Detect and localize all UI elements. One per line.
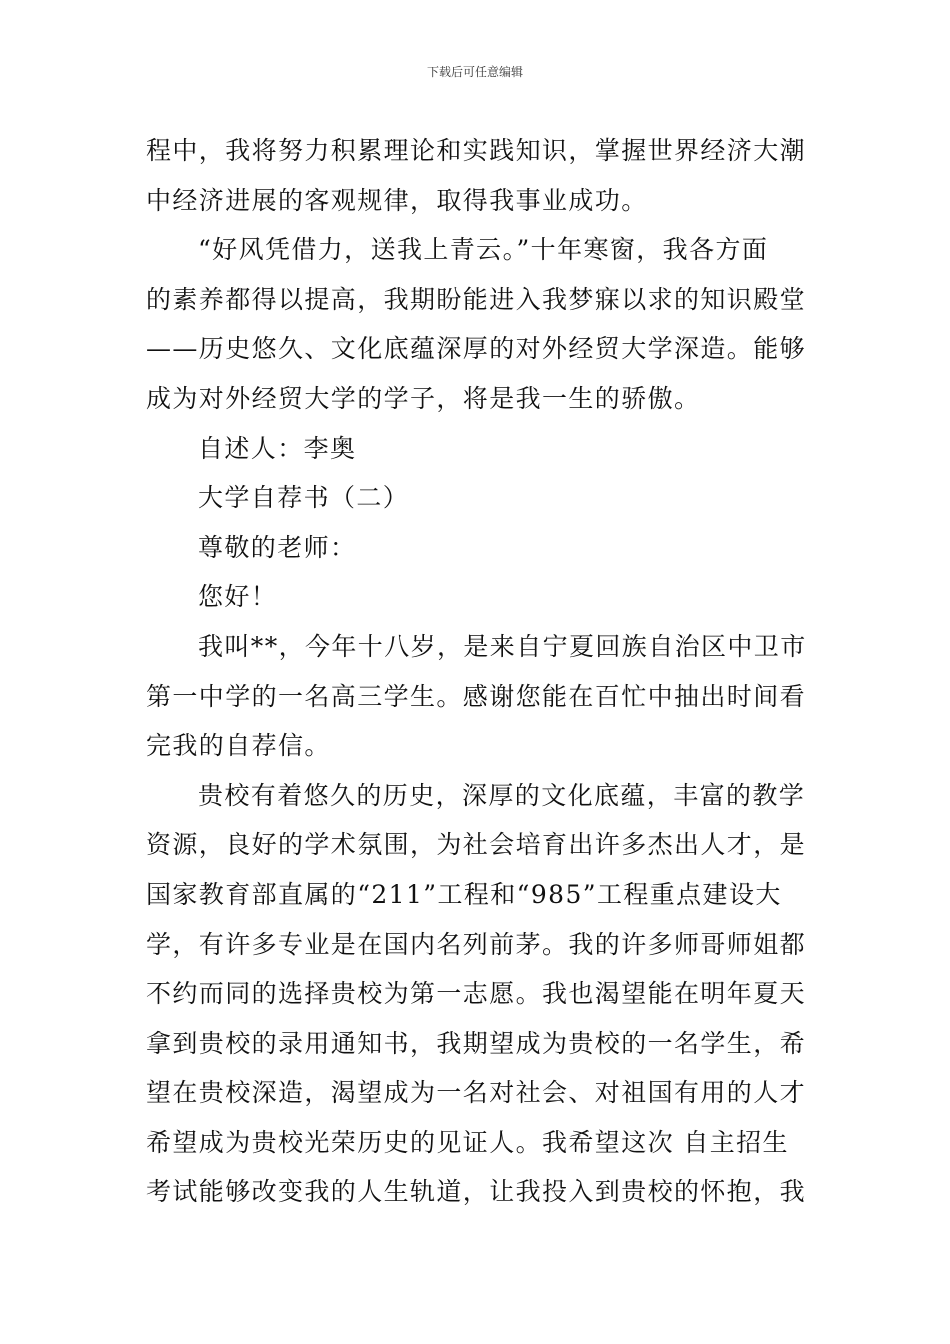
page-header: 下载后可任意编辑 <box>426 65 523 79</box>
text-line: “好风凭借力，送我上青云。”十年寒窗，我各方面 <box>198 235 769 265</box>
text-line: 贵校有着悠久的历史，深厚的文化底蕴，丰富的教学 <box>198 780 806 810</box>
signature-line: 自述人：李奥 <box>198 433 357 463</box>
document-body <box>146 126 810 1217</box>
salutation: 尊敬的老师： <box>198 532 357 562</box>
text-line: 完我的自荐信。 <box>146 731 331 761</box>
text-line: 考试能够改变我的人生轨道，让我投入到贵校的怀抱，我 <box>146 1177 807 1207</box>
text-line: 中经济进展的客观规律，取得我事业成功。 <box>146 185 648 215</box>
text-line: 我叫**，今年十八岁，是来自宁夏回族自治区中卫市 <box>198 631 807 661</box>
text-line: 的素养都得以提高，我期盼能进入我梦寐以求的知识殿堂 <box>146 284 807 314</box>
text-line: 拿到贵校的录用通知书，我期望成为贵校的一名学生，希 <box>146 1028 807 1058</box>
text-line: 成为对外经贸大学的学子，将是我一生的骄傲。 <box>146 383 701 413</box>
text-line: 不约而同的选择贵校为第一志愿。我也渴望能在明年夏天 <box>146 979 807 1009</box>
text-line: 学，有许多专业是在国内名列前茅。我的许多师哥师姐都 <box>146 929 807 959</box>
text-line: 程中，我将努力积累理论和实践知识，掌握世界经济大潮 <box>146 136 807 165</box>
text-line: 希望成为贵校光荣历史的见证人。我希望这次 自主招生 <box>146 1127 789 1157</box>
greeting: 您好！ <box>198 582 278 612</box>
text-line: 望在贵校深造，渴望成为一名对社会、对祖国有用的人才 <box>146 1078 807 1108</box>
text-line: 国家教育部直属的“211”工程和“985”工程重点建设大 <box>146 879 782 909</box>
text-line: 第一中学的一名高三学生。感谢您能在百忙中抽出时间看 <box>146 681 807 711</box>
text-line: 资源，良好的学术氛围，为社会培育出许多杰出人才，是 <box>146 830 807 860</box>
text-line: ——历史悠久、文化底蕴深厚的对外经贸大学深造。能够 <box>146 334 807 364</box>
section-title: 大学自荐书（二） <box>198 483 410 513</box>
